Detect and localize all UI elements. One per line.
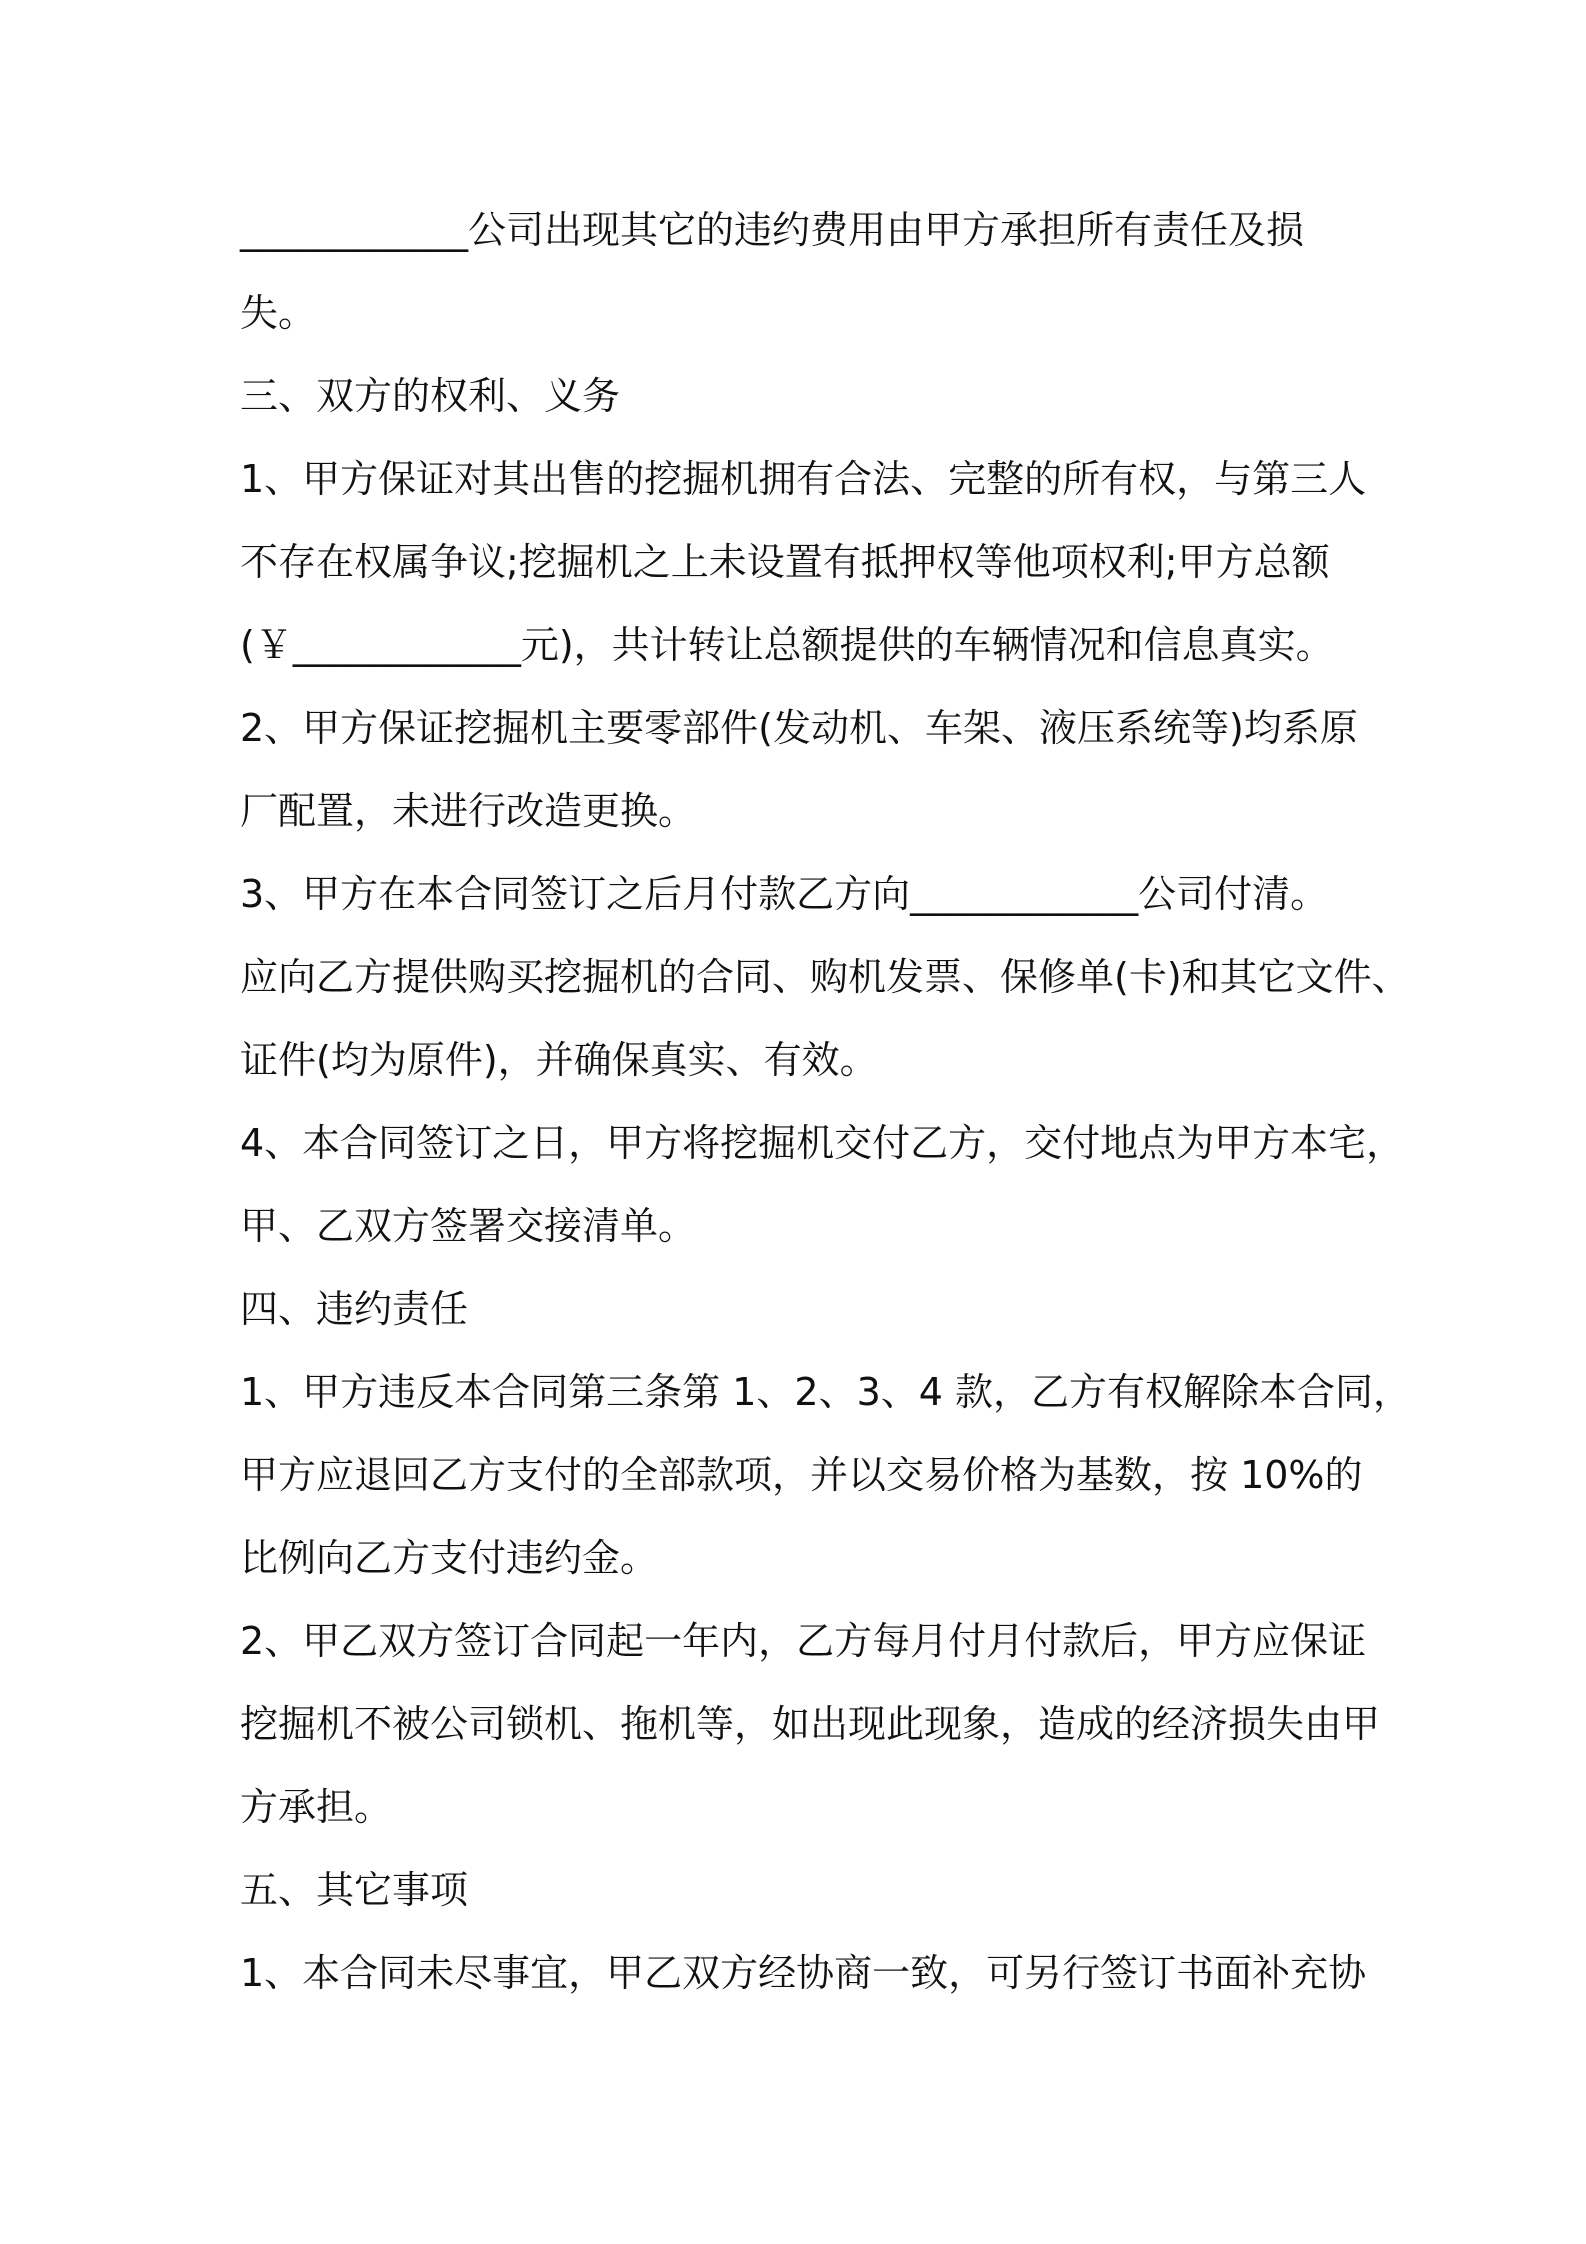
- text-line-19: 挖掘机不被公司锁机、拖机等，如出现此现象，造成的经济损失由甲: [240, 1702, 1381, 1746]
- text-line-7: 2、甲方保证挖掘机主要零部件(发动机、车架、液压系统等)均系原: [240, 706, 1358, 750]
- text-line-4: 1、甲方保证对其出售的挖掘机拥有合法、完整的所有权，与第三人: [240, 457, 1367, 501]
- text-line-10: 应向乙方提供购买挖掘机的合同、购机发票、保修单(卡)和其它文件、: [240, 955, 1410, 999]
- section-heading-rights-obligations: 三、双方的权利、义务: [240, 374, 621, 418]
- section-heading-other-matters: 五、其它事项: [240, 1868, 469, 1912]
- text-line-9: 3、甲方在本合同签订之后月付款乙方向____________公司付清。: [240, 872, 1329, 916]
- text-line-11: 证件(均为原件)，并确保真实、有效。: [240, 1038, 878, 1082]
- text-line-6: (￥____________元)，共计转让总额提供的车辆情况和信息真实。: [240, 623, 1334, 667]
- text-line-12: 4、本合同签订之日，甲方将挖掘机交付乙方，交付地点为甲方本宅，: [240, 1121, 1405, 1165]
- text-line-1: ____________公司出现其它的违约费用由甲方承担所有责任及损: [240, 208, 1305, 252]
- text-line-18: 2、甲乙双方签订合同起一年内，乙方每月付月付款后，甲方应保证: [240, 1619, 1367, 1663]
- text-line-8: 厂配置，未进行改造更换。: [240, 789, 697, 833]
- text-line-17: 比例向乙方支付违约金。: [240, 1536, 659, 1580]
- text-line-22: 1、本合同未尽事宜，甲乙双方经协商一致，可另行签订书面补充协: [240, 1951, 1367, 1995]
- text-line-13: 甲、乙双方签署交接清单。: [240, 1204, 697, 1248]
- text-line-5: 不存在权属争议;挖掘机之上未设置有抵押权等他项权利;甲方总额: [240, 540, 1330, 584]
- text-line-20: 方承担。: [240, 1785, 393, 1829]
- section-heading-breach-liability: 四、违约责任: [240, 1287, 469, 1331]
- text-line-15: 1、甲方违反本合同第三条第 1、2、3、4 款，乙方有权解除本合同，: [240, 1370, 1412, 1414]
- text-line-2: 失。: [240, 291, 317, 335]
- text-line-16: 甲方应退回乙方支付的全部款项，并以交易价格为基数，按 10%的: [240, 1453, 1363, 1497]
